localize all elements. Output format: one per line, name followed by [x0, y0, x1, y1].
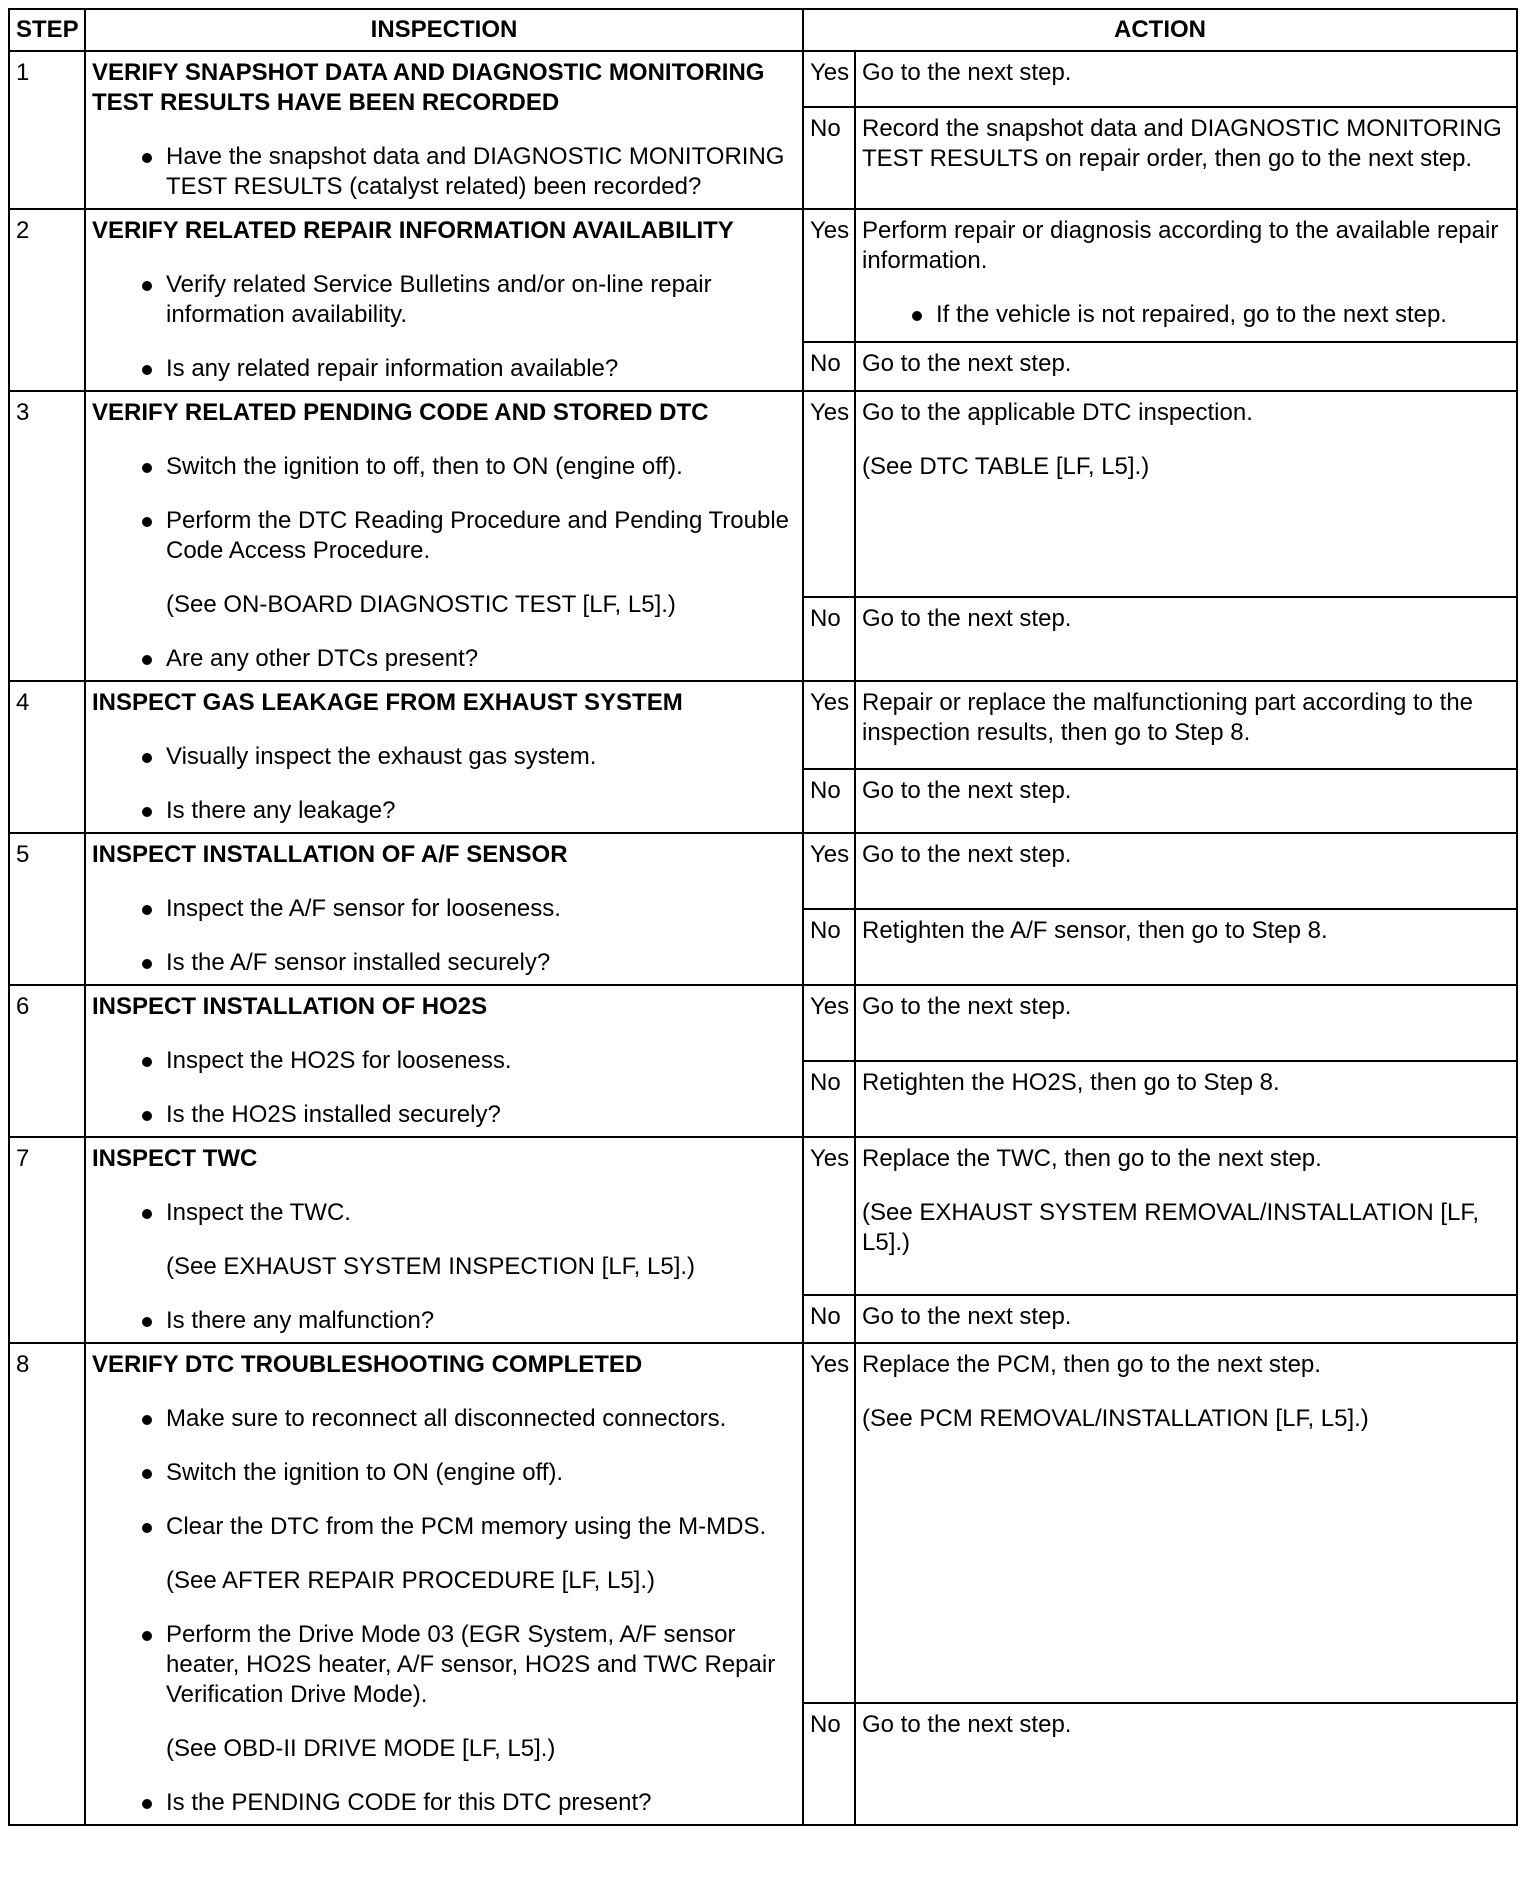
diagnostic-procedure-sheet — [8, 8, 1516, 1826]
action-text: Replace the PCM, then go to the next step. — [862, 1351, 1321, 1378]
action-text: Replace the TWC, then go to the next step. — [862, 1145, 1322, 1172]
yes-label: Yes — [803, 209, 855, 342]
inspection-item: Verify related Service Bulletins and/or on-line repair information availability. — [92, 270, 796, 330]
inspection-item: Switch the ignition to off, then to ON (engine off). — [92, 452, 796, 482]
yes-label: Yes — [803, 985, 855, 1061]
inspection-item: Inspect the A/F sensor for looseness. — [92, 894, 796, 924]
yes-label: Yes — [803, 1137, 855, 1295]
inspection-item: Is the HO2S installed securely? — [92, 1100, 796, 1130]
action-reference: (See EXHAUST SYSTEM REMOVAL/INSTALLATION [LF, L5].) — [862, 1199, 1480, 1256]
header-row — [9, 9, 1517, 51]
no-action — [855, 1703, 1517, 1825]
inspection-item: Inspect the TWC. — [92, 1198, 796, 1228]
step-row-yes — [9, 391, 1517, 597]
inspection-item: Perform the DTC Reading Procedure and Pending Trouble Code Access Procedure. — [92, 506, 796, 566]
yes-action — [855, 51, 1517, 107]
no-action — [855, 909, 1517, 985]
no-label: No — [803, 1703, 855, 1825]
inspection-item: Is any related repair information available? — [92, 354, 796, 384]
action-bullet: If the vehicle is not repaired, go to the next step. — [862, 300, 1510, 330]
inspection-item: Switch the ignition to ON (engine off). — [92, 1458, 796, 1488]
action-text: Go to the next step. — [862, 350, 1072, 377]
action-text: Perform repair or diagnosis according to the available repair information. — [862, 217, 1499, 274]
step-title: INSPECT GAS LEAKAGE FROM EXHAUST SYSTEM — [92, 689, 683, 716]
no-label: No — [803, 107, 855, 209]
yes-action — [855, 1343, 1517, 1703]
step-number: 7 — [9, 1137, 85, 1343]
no-label: No — [803, 1295, 855, 1343]
action-text: Go to the next step. — [862, 1303, 1072, 1330]
inspection-cell — [85, 391, 803, 681]
action-text: Go to the next step. — [862, 605, 1072, 632]
step-row-yes — [9, 209, 1517, 342]
no-label: No — [803, 1061, 855, 1137]
action-text: Go to the next step. — [862, 993, 1072, 1020]
action-text: Go to the next step. — [862, 59, 1072, 86]
inspection-reference: (See OBD-II DRIVE MODE [LF, L5].) — [166, 1735, 556, 1762]
step-row-yes — [9, 51, 1517, 107]
step-title: VERIFY DTC TROUBLESHOOTING COMPLETED — [92, 1351, 643, 1378]
inspection-cell — [85, 681, 803, 833]
action-text: Go to the next step. — [862, 841, 1072, 868]
step-row-yes — [9, 681, 1517, 769]
inspection-item: Are any other DTCs present? — [92, 644, 796, 674]
step-title: VERIFY SNAPSHOT DATA AND DIAGNOSTIC MONITORING TEST RESULTS HAVE BEEN RECORDED — [92, 59, 765, 116]
inspection-item: Clear the DTC from the PCM memory using the M-MDS. — [92, 1512, 796, 1542]
inspection-cell — [85, 51, 803, 209]
diagnostic-table — [8, 8, 1518, 1826]
inspection-cell — [85, 985, 803, 1137]
action-text: Go to the applicable DTC inspection. — [862, 399, 1253, 426]
no-action — [855, 342, 1517, 391]
yes-label: Yes — [803, 1343, 855, 1703]
inspection-item: Perform the Drive Mode 03 (EGR System, A/F sensor heater, HO2S heater, A/F sensor, HO2S and TWC Repair Verification Drive Mode). — [92, 1620, 796, 1710]
inspection-reference: (See EXHAUST SYSTEM INSPECTION [LF, L5].) — [166, 1253, 696, 1280]
yes-label: Yes — [803, 681, 855, 769]
action-text: Go to the next step. — [862, 777, 1072, 804]
step-row-yes — [9, 1343, 1517, 1703]
no-action — [855, 769, 1517, 833]
step-row-yes — [9, 833, 1517, 909]
no-action — [855, 107, 1517, 209]
step-title: INSPECT INSTALLATION OF HO2S — [92, 993, 488, 1020]
inspection-item: Is there any malfunction? — [92, 1306, 796, 1336]
step-number: 6 — [9, 985, 85, 1137]
step-number: 4 — [9, 681, 85, 833]
step-row-yes — [9, 985, 1517, 1061]
inspection-item: Is the A/F sensor installed securely? — [92, 948, 796, 978]
inspection-reference: (See AFTER REPAIR PROCEDURE [LF, L5].) — [166, 1567, 656, 1594]
action-text: Record the snapshot data and DIAGNOSTIC MONITORING TEST RESULTS on repair order, then go to the next step. — [862, 115, 1502, 172]
step-title: VERIFY RELATED REPAIR INFORMATION AVAILABILITY — [92, 217, 734, 244]
action-text: Retighten the HO2S, then go to Step 8. — [862, 1069, 1280, 1096]
inspection-item: Have the snapshot data and DIAGNOSTIC MONITORING TEST RESULTS (catalyst related) been recorded? — [92, 142, 796, 202]
header-action: ACTION — [803, 9, 1517, 51]
yes-action — [855, 985, 1517, 1061]
yes-action — [855, 681, 1517, 769]
inspection-item: Is there any leakage? — [92, 796, 796, 826]
step-number: 1 — [9, 51, 85, 209]
step-title: VERIFY RELATED PENDING CODE AND STORED DTC — [92, 399, 709, 426]
header-step: STEP — [9, 9, 85, 51]
inspection-cell — [85, 209, 803, 391]
action-text: Go to the next step. — [862, 1711, 1072, 1738]
action-text: Retighten the A/F sensor, then go to Step 8. — [862, 917, 1328, 944]
yes-action — [855, 1137, 1517, 1295]
no-label: No — [803, 597, 855, 681]
inspection-item: Inspect the HO2S for looseness. — [92, 1046, 796, 1076]
step-number: 3 — [9, 391, 85, 681]
action-reference: (See DTC TABLE [LF, L5].) — [862, 453, 1150, 480]
yes-action — [855, 391, 1517, 597]
step-number: 2 — [9, 209, 85, 391]
no-label: No — [803, 909, 855, 985]
step-row-yes — [9, 1137, 1517, 1295]
no-action — [855, 597, 1517, 681]
yes-label: Yes — [803, 51, 855, 107]
inspection-item: Is the PENDING CODE for this DTC present? — [92, 1788, 796, 1818]
no-action — [855, 1295, 1517, 1343]
yes-action — [855, 833, 1517, 909]
inspection-cell — [85, 1137, 803, 1343]
action-reference: (See PCM REMOVAL/INSTALLATION [LF, L5].) — [862, 1405, 1369, 1432]
yes-label: Yes — [803, 833, 855, 909]
inspection-cell — [85, 833, 803, 985]
inspection-item: Make sure to reconnect all disconnected connectors. — [92, 1404, 796, 1434]
action-text: Repair or replace the malfunctioning part according to the inspection results, then go to Step 8. — [862, 689, 1474, 746]
step-title: INSPECT INSTALLATION OF A/F SENSOR — [92, 841, 568, 868]
inspection-cell — [85, 1343, 803, 1825]
yes-action — [855, 209, 1517, 342]
inspection-reference: (See ON-BOARD DIAGNOSTIC TEST [LF, L5].) — [166, 591, 676, 618]
header-inspection: INSPECTION — [85, 9, 803, 51]
no-label: No — [803, 342, 855, 391]
step-title: INSPECT TWC — [92, 1145, 258, 1172]
no-label: No — [803, 769, 855, 833]
step-number: 8 — [9, 1343, 85, 1825]
inspection-item: Visually inspect the exhaust gas system. — [92, 742, 796, 772]
no-action — [855, 1061, 1517, 1137]
step-number: 5 — [9, 833, 85, 985]
yes-label: Yes — [803, 391, 855, 597]
